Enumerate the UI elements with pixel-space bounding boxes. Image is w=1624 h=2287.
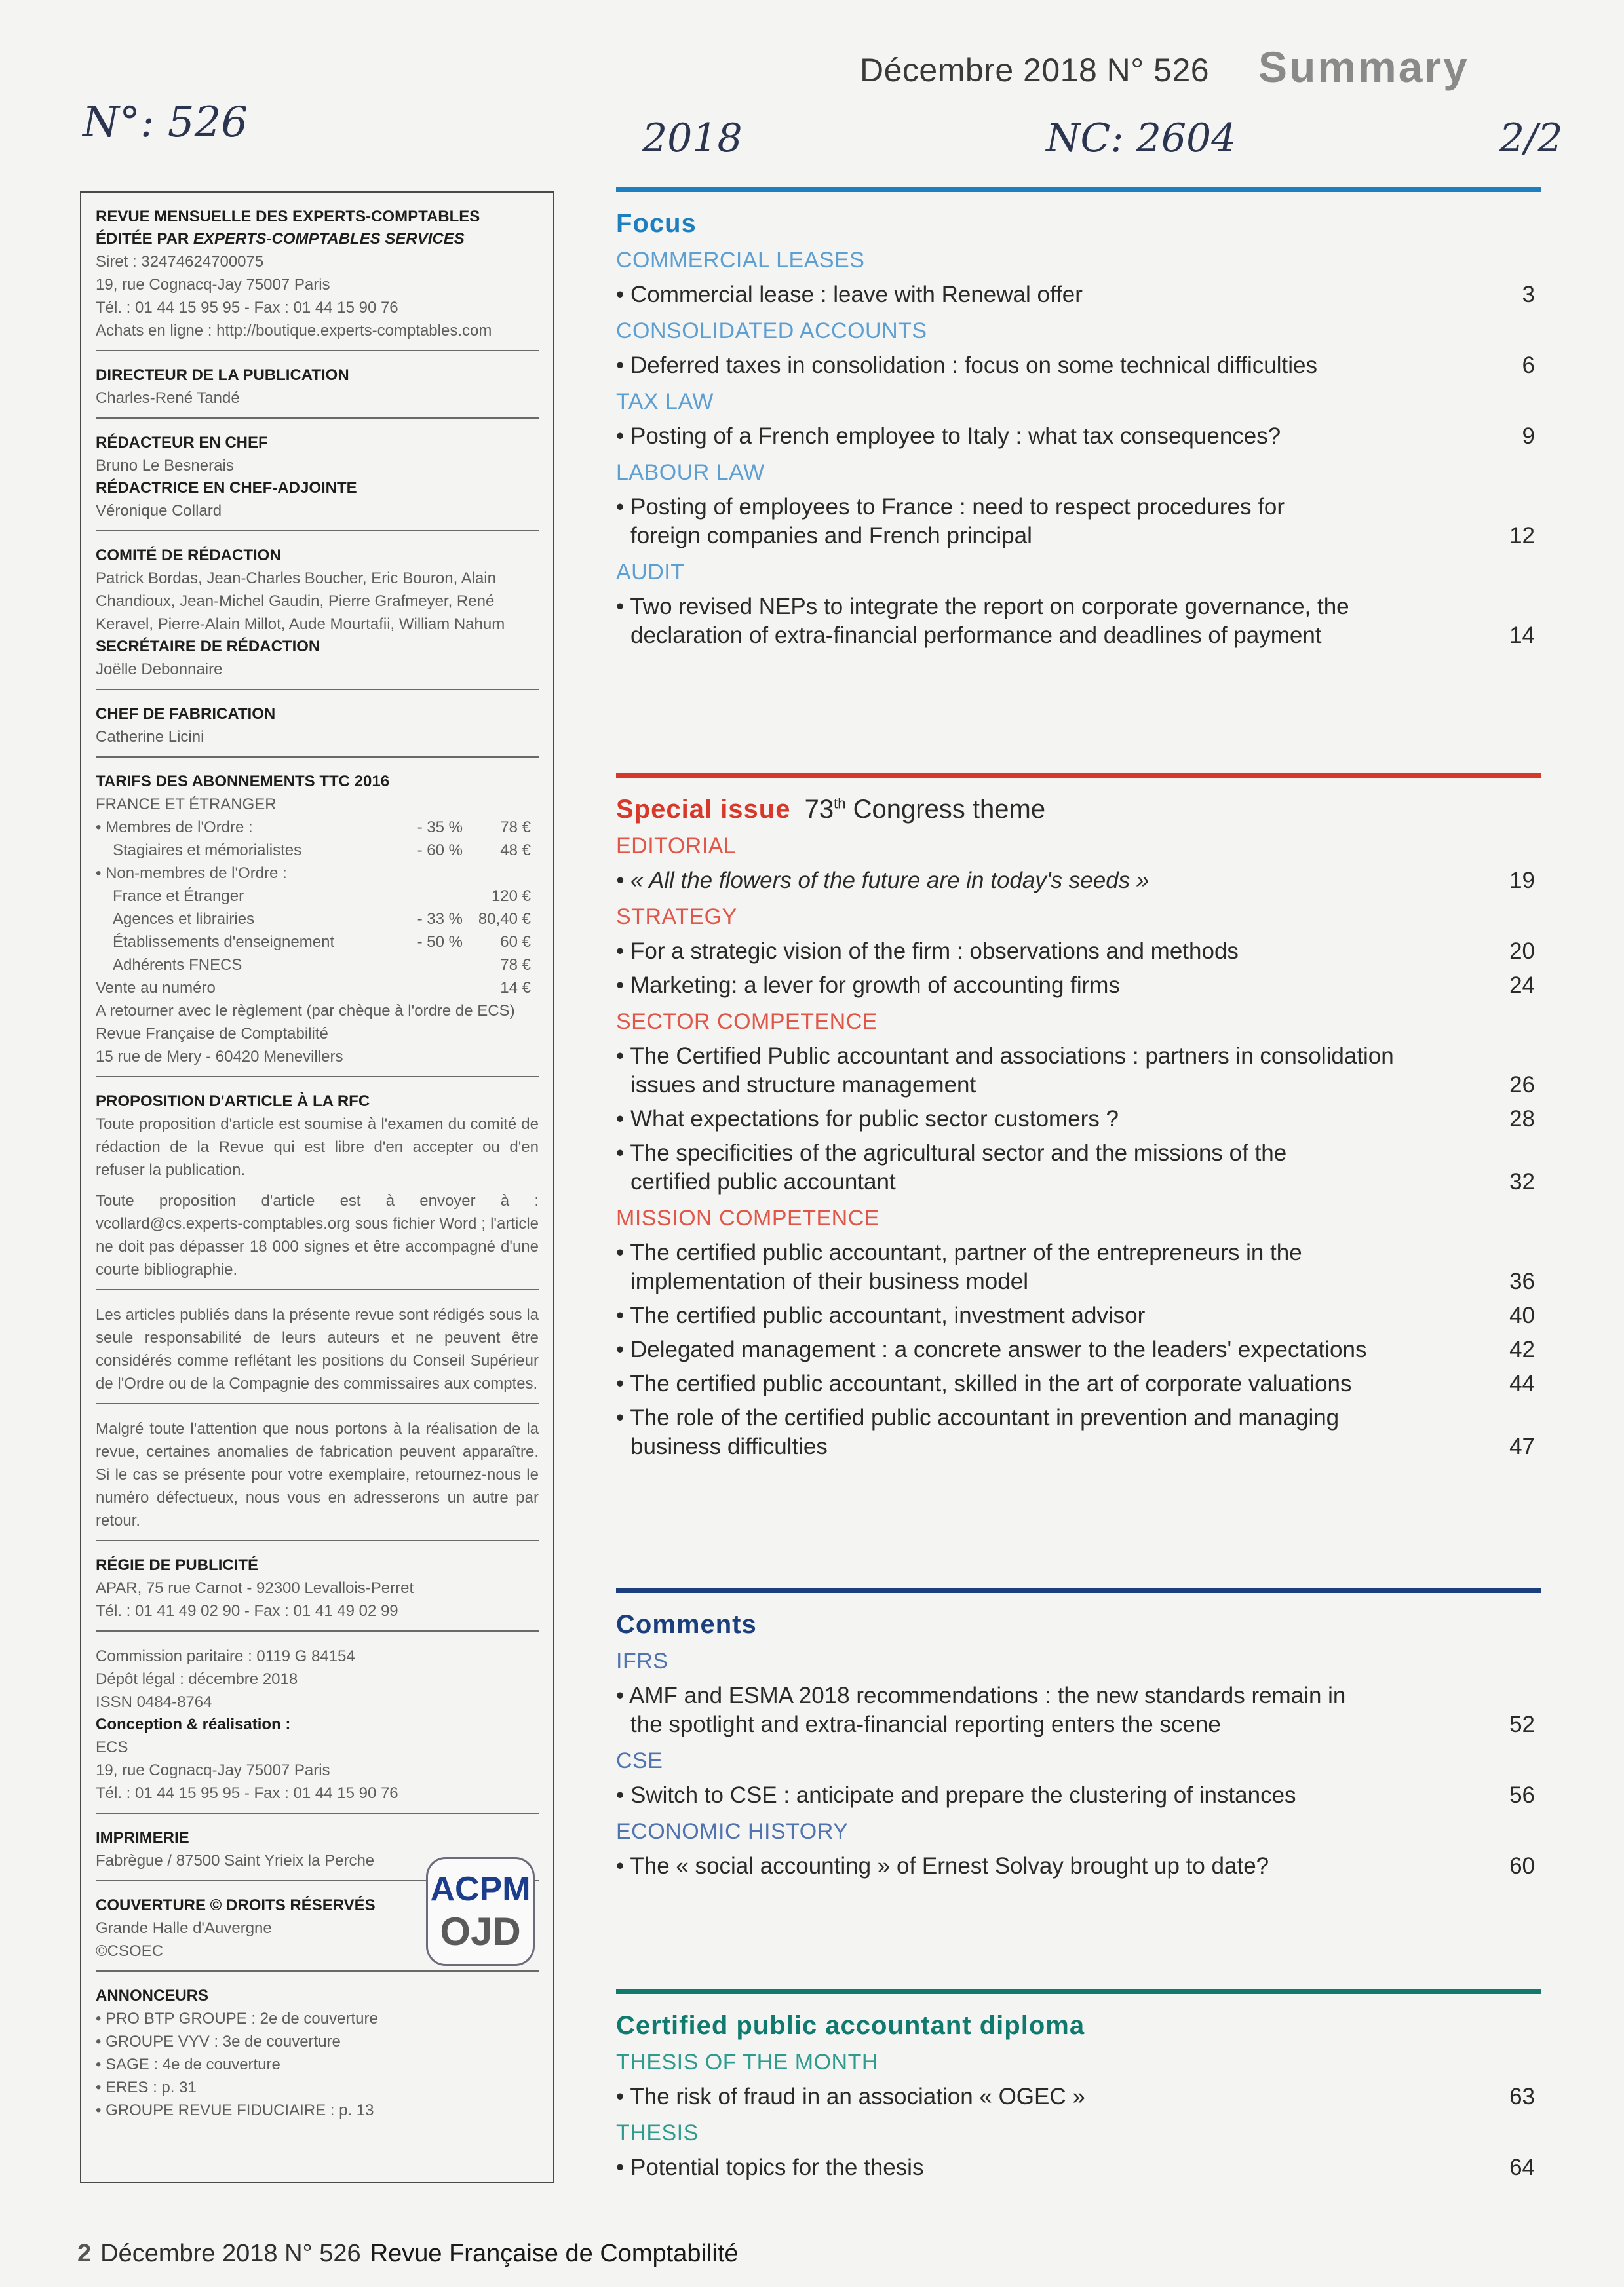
page-footer — [77, 2240, 739, 2268]
rate-row: • Non-membres de l'Ordre : — [96, 864, 287, 882]
focus-title: Focus — [616, 209, 697, 238]
rate-row: Stagiaires et mémorialistes - 60 % 48 € — [113, 841, 531, 859]
toc-entry[interactable]: • The certified public accountant, partner of the entrepreneurs in the implementation of their business model 36 — [616, 1240, 1535, 1294]
comments-category: ECONOMIC HISTORY — [616, 1819, 849, 1844]
special-category: STRATEGY — [616, 904, 737, 929]
toc-entry[interactable]: • The risk of fraud in an association « OGEC » 63 — [616, 2084, 1535, 2109]
cover-place: Grande Halle d'Auvergne — [96, 1919, 272, 1937]
toc-diploma-section — [616, 1989, 1541, 2182]
special-heading — [616, 795, 1541, 824]
comments-category: IFRS — [616, 1649, 668, 1674]
summary-title: Summary — [1258, 43, 1469, 91]
masthead-disclaimer — [96, 1290, 539, 1404]
disclaimer-text: Les articles publiés dans la présente revue sont rédigés sous la seule responsabilité de leurs auteurs et ne peuvent être considérés comme reflétant les positions du Conseil Supérieur de l'Ordre ou de la Compagnie des commissaires aux comptes. — [96, 1306, 539, 1393]
cover-credit: ©CSOEC — [96, 1942, 164, 1960]
rates-return-name: Revue Française de Comptabilité — [96, 1025, 328, 1043]
printer-heading: IMPRIMERIE — [96, 1829, 189, 1847]
rate-row: Adhérents FNECS 78 € — [113, 956, 531, 974]
rate-row: • Membres de l'Ordre : - 35 % 78 € — [96, 818, 531, 836]
commission-line: Commission paritaire : 0119 G 84154 — [96, 1647, 355, 1665]
handwritten-year-note: 2018 — [642, 115, 743, 161]
secretary-heading: SECRÉTAIRE DE RÉDACTION — [96, 638, 320, 655]
focus-rule — [616, 187, 1541, 192]
advertiser-item: • ERES : p. 31 — [96, 2079, 197, 2096]
special-rule — [616, 773, 1541, 778]
special-subtitle: 73th Congress theme — [804, 795, 1046, 824]
issn-line: ISSN 0484-8764 — [96, 1693, 212, 1711]
acpm-ojd-logo: ACPM OJD — [426, 1857, 535, 1966]
toc-entry[interactable]: • AMF and ESMA 2018 recommendations : the new standards remain in the spotlight and extra-financial reporting enters the scene 52 — [616, 1683, 1535, 1737]
rates-heading: TARIFS DES ABONNEMENTS TTC 2016 — [96, 773, 390, 790]
comments-category: CSE — [616, 1748, 663, 1773]
toc-comments-section — [616, 1588, 1541, 1881]
publisher-shop-link[interactable]: Achats en ligne : http://boutique.experts-comptables.com — [96, 322, 492, 339]
handwritten-page-note: 2/2 — [1499, 115, 1563, 161]
masthead-director — [96, 351, 539, 419]
toc-special-section — [616, 773, 1541, 1461]
footer-issue: Décembre 2018 N° 526 — [100, 2240, 361, 2267]
diploma-category: THESIS OF THE MONTH — [616, 2050, 878, 2075]
focus-category: CONSOLIDATED ACCOUNTS — [616, 318, 927, 343]
special-category: SECTOR COMPETENCE — [616, 1009, 878, 1034]
committee-members: Patrick Bordas, Jean-Charles Boucher, Eric Bouron, Alain Chandioux, Jean-Michel Gaudin, Pierre Grafmeyer, René Keravel, Pierre-Alain Millot, Aude Mourtafii, William Nahum — [96, 569, 505, 633]
diploma-title: Certified public accountant diploma — [616, 2011, 1085, 2040]
toc-entry[interactable]: • For a strategic vision of the firm : observations and methods 20 — [616, 938, 1535, 964]
design-company: ECS — [96, 1739, 128, 1756]
rate-row: France et Étranger 120 € — [113, 887, 531, 905]
toc-entry[interactable]: • Posting of employees to France : need to respect procedures for foreign companies and French principal 12 — [616, 494, 1535, 548]
masthead-defects — [96, 1404, 539, 1541]
masthead-editors — [96, 419, 539, 531]
proposal-text: Toute proposition d'article est soumise à l'examen du comité de rédaction de la Revue qui est libre d'en accepter ou d'en refuser la publication. — [96, 1115, 539, 1179]
masthead-advertising — [96, 1541, 539, 1632]
publisher-siret: Siret : 32474624700075 — [96, 253, 264, 271]
footer-magazine-name: Revue Française de Comptabilité — [370, 2240, 739, 2267]
focus-category: LABOUR LAW — [616, 460, 765, 485]
deputy-editor-heading: RÉDACTRICE EN CHEF-ADJOINTE — [96, 479, 357, 497]
diploma-category: THESIS — [616, 2121, 699, 2145]
focus-category: AUDIT — [616, 560, 685, 585]
advertising-address: APAR, 75 rue Carnot - 92300 Levallois-Perret — [96, 1579, 414, 1597]
handwritten-issue-note: N°: 526 — [83, 98, 248, 147]
comments-title: Comments — [616, 1610, 757, 1639]
toc-entry[interactable]: • Potential topics for the thesis 64 — [616, 2155, 1535, 2180]
design-heading: Conception & réalisation : — [96, 1716, 291, 1733]
toc-entry[interactable]: • Posting of a French employee to Italy : what tax consequences? 9 — [616, 423, 1535, 449]
toc-entry[interactable]: • Two revised NEPs to integrate the report on corporate governance, the declaration of extra-financial performance and deadlines of payment 14 — [616, 594, 1535, 648]
focus-category: TAX LAW — [616, 389, 714, 414]
special-category: MISSION COMPETENCE — [616, 1206, 880, 1231]
rates-return-note: A retourner avec le règlement (par chèque à l'ordre de ECS) — [96, 1002, 515, 1020]
comments-rule — [616, 1588, 1541, 1593]
footer-page-number: 2 — [77, 2240, 92, 2267]
toc-entry[interactable]: • Delegated management : a concrete answer to the leaders' expectations 42 — [616, 1337, 1535, 1362]
special-title: Special issue — [616, 795, 791, 824]
toc-entry[interactable]: • The certified public accountant, investment advisor 40 — [616, 1303, 1535, 1328]
toc-entry[interactable]: • The specificities of the agricultural sector and the missions of the certified public accountant 32 — [616, 1140, 1535, 1195]
director-heading: DIRECTEUR DE LA PUBLICATION — [96, 366, 349, 384]
rate-row: Agences et librairies - 33 % 80,40 € — [113, 910, 531, 928]
advertiser-item: • GROUPE VYV : 3e de couverture — [96, 2033, 341, 2050]
special-category: EDITORIAL — [616, 834, 737, 858]
production-name: Catherine Licini — [96, 728, 204, 746]
chief-editor-name: Bruno Le Besnerais — [96, 457, 234, 474]
masthead-committee — [96, 531, 539, 690]
toc-entry[interactable]: • The Certified Public accountant and associations : partners in consolidation issues and structure management 26 — [616, 1043, 1535, 1098]
rate-row: Établissements d'enseignement - 50 % 60 € — [113, 933, 531, 951]
deputy-editor-name: Véronique Collard — [96, 502, 222, 520]
rate-row: Vente au numéro 14 € — [96, 979, 531, 997]
masthead-publisher — [96, 193, 539, 351]
advertising-heading: RÉGIE DE PUBLICITÉ — [96, 1556, 259, 1574]
toc-entry[interactable]: • Commercial lease : leave with Renewal offer 3 — [616, 282, 1535, 307]
printer-name: Fabrègue / 87500 Saint Yrieix la Perche — [96, 1852, 375, 1870]
rates-region: FRANCE ET ÉTRANGER — [96, 796, 277, 813]
advertising-phone: Tél. : 01 41 49 02 90 - Fax : 01 41 49 02 99 — [96, 1602, 398, 1620]
diploma-rule — [616, 1989, 1541, 1994]
advertiser-item: • GROUPE REVUE FIDUCIAIRE : p. 13 — [96, 2102, 374, 2119]
toc-entry[interactable]: • The « social accounting » of Ernest Solvay brought up to date? 60 — [616, 1853, 1535, 1879]
publisher-phone: Tél. : 01 44 15 95 95 - Fax : 01 44 15 90 76 — [96, 299, 398, 317]
toc-entry[interactable]: • Marketing: a lever for growth of accounting firms 24 — [616, 972, 1535, 998]
director-name: Charles-René Tandé — [96, 389, 240, 407]
masthead-box — [80, 191, 554, 2183]
toc-entry[interactable]: • « All the flowers of the future are in today's seeds » 19 — [616, 868, 1535, 893]
handwritten-nc-note: NC: 2604 — [1046, 115, 1237, 161]
toc-entry[interactable]: • Switch to CSE : anticipate and prepare the clustering of instances 56 — [616, 1782, 1535, 1808]
publisher-edited-by: ÉDITÉE PAR EXPERTS-COMPTABLES SERVICES — [96, 230, 465, 248]
masthead-rates — [96, 758, 539, 1077]
proposal-heading: PROPOSITION D'ARTICLE À LA RFC — [96, 1092, 370, 1110]
defects-text: Malgré toute l'attention que nous portons à la réalisation de la revue, certaines anomalies de fabrication peuvent apparaître. Si le cas se présente pour votre exemplaire, retournez-nous le numéro défectueux, nous vous en adresserons un autre par retour. — [96, 1420, 539, 1529]
advertiser-item: • SAGE : 4e de couverture — [96, 2056, 280, 2073]
design-address: 19, rue Cognacq-Jay 75007 Paris — [96, 1761, 330, 1779]
toc-entry[interactable]: • The certified public accountant, skilled in the art of corporate valuations 44 — [616, 1371, 1535, 1396]
publisher-title: REVUE MENSUELLE DES EXPERTS-COMPTABLES — [96, 208, 480, 225]
legal-deposit-line: Dépôt légal : décembre 2018 — [96, 1670, 298, 1688]
advertisers-heading: ANNONCEURS — [96, 1987, 209, 2005]
cover-heading: COUVERTURE © DROITS RÉSERVÉS — [96, 1896, 376, 1914]
masthead-production — [96, 690, 539, 758]
advertiser-item: • PRO BTP GROUPE : 2e de couverture — [96, 2010, 378, 2028]
focus-category: COMMERCIAL LEASES — [616, 248, 865, 273]
chief-editor-heading: RÉDACTEUR EN CHEF — [96, 434, 268, 452]
toc-entry[interactable]: • Deferred taxes in consolidation : focus on some technical difficulties 6 — [616, 353, 1535, 378]
production-heading: CHEF DE FABRICATION — [96, 705, 276, 723]
masthead-proposal — [96, 1077, 539, 1290]
design-phone: Tél. : 01 44 15 95 95 - Fax : 01 44 15 90 76 — [96, 1784, 398, 1802]
masthead-legal — [96, 1632, 539, 1814]
rates-return-address: 15 rue de Mery - 60420 Menevillers — [96, 1048, 343, 1066]
secretary-name: Joëlle Debonnaire — [96, 661, 223, 678]
toc-entry[interactable]: • The role of the certified public accountant in prevention and managing business difficulties 47 — [616, 1405, 1535, 1459]
masthead-advertisers — [96, 1972, 539, 2130]
toc-entry[interactable]: • What expectations for public sector customers ? 28 — [616, 1106, 1535, 1132]
proposal-submission-text: Toute proposition d'article est à envoyer à : vcollard@cs.experts-comptables.org sous fichier Word ; l'article ne doit pas dépasser 18 000 signes et être accompagné d'une courte bibliographie. — [96, 1192, 539, 1278]
toc-focus-section — [616, 187, 1541, 650]
committee-heading: COMITÉ DE RÉDACTION — [96, 547, 281, 564]
publisher-address: 19, rue Cognacq-Jay 75007 Paris — [96, 276, 330, 294]
issue-line: Décembre 2018 N° 526 — [860, 52, 1210, 88]
